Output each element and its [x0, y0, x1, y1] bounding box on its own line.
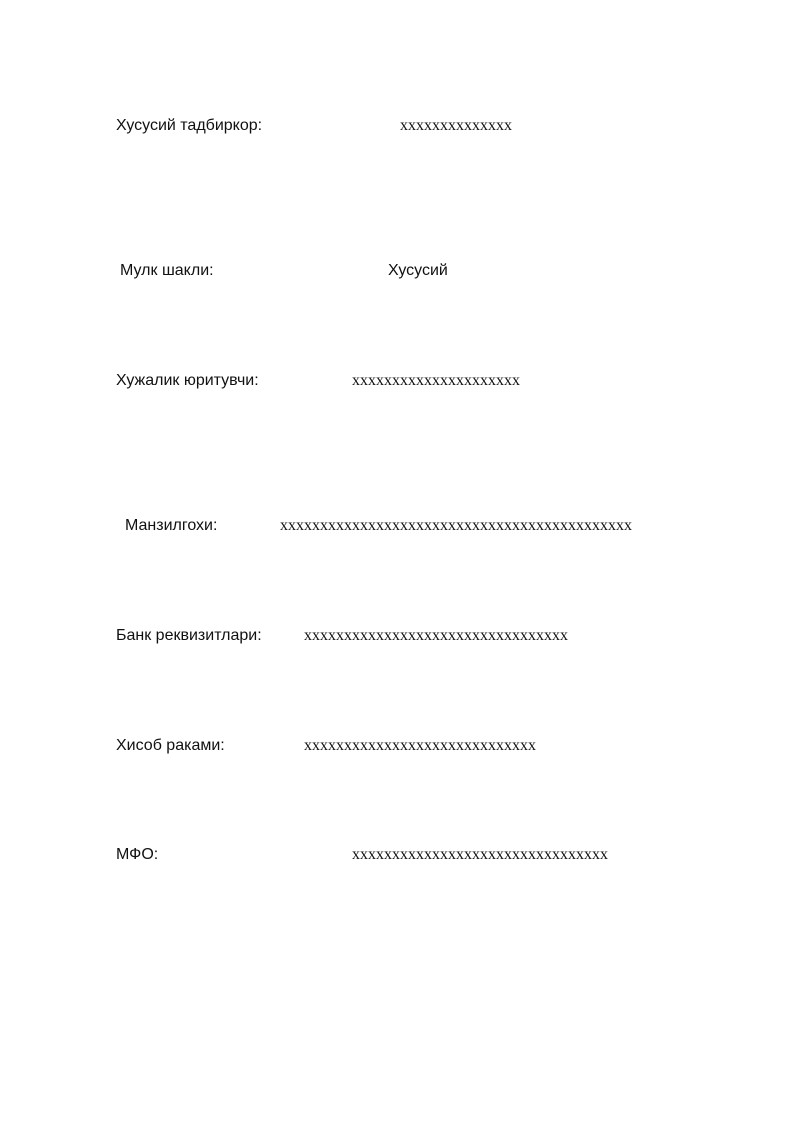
field-value-address: xxxxxxxxxxxxxxxxxxxxxxxxxxxxxxxxxxxxxxxxxxxx	[280, 517, 632, 534]
field-row-entrepreneur	[0, 115, 800, 139]
field-row-ownership-form	[0, 260, 800, 284]
field-value-ownership-form: Хусусий	[388, 262, 448, 279]
field-label-ownership-form: Мулк шакли:	[120, 262, 214, 279]
field-value-account-number: xxxxxxxxxxxxxxxxxxxxxxxxxxxxx	[304, 737, 536, 754]
field-label-mfo: МФО:	[116, 846, 159, 863]
field-value-bank-details: xxxxxxxxxxxxxxxxxxxxxxxxxxxxxxxxx	[304, 627, 568, 644]
field-value-business-manager: xxxxxxxxxxxxxxxxxxxxx	[352, 372, 520, 389]
field-row-business-manager	[0, 370, 800, 394]
field-value-mfo: xxxxxxxxxxxxxxxxxxxxxxxxxxxxxxxx	[352, 846, 608, 863]
field-row-address	[0, 515, 800, 539]
field-label-entrepreneur: Хусусий тадбиркор:	[116, 117, 263, 134]
field-label-address: Манзилгохи:	[125, 517, 218, 534]
field-row-mfo	[0, 844, 800, 868]
field-row-account-number	[0, 735, 800, 759]
field-label-account-number: Хисоб раками:	[116, 737, 225, 754]
field-label-business-manager: Хужалик юритувчи:	[116, 372, 259, 389]
field-label-bank-details: Банк реквизитлари:	[116, 627, 262, 644]
field-row-bank-details	[0, 625, 800, 649]
field-value-entrepreneur: xxxxxxxxxxxxxx	[400, 117, 512, 134]
